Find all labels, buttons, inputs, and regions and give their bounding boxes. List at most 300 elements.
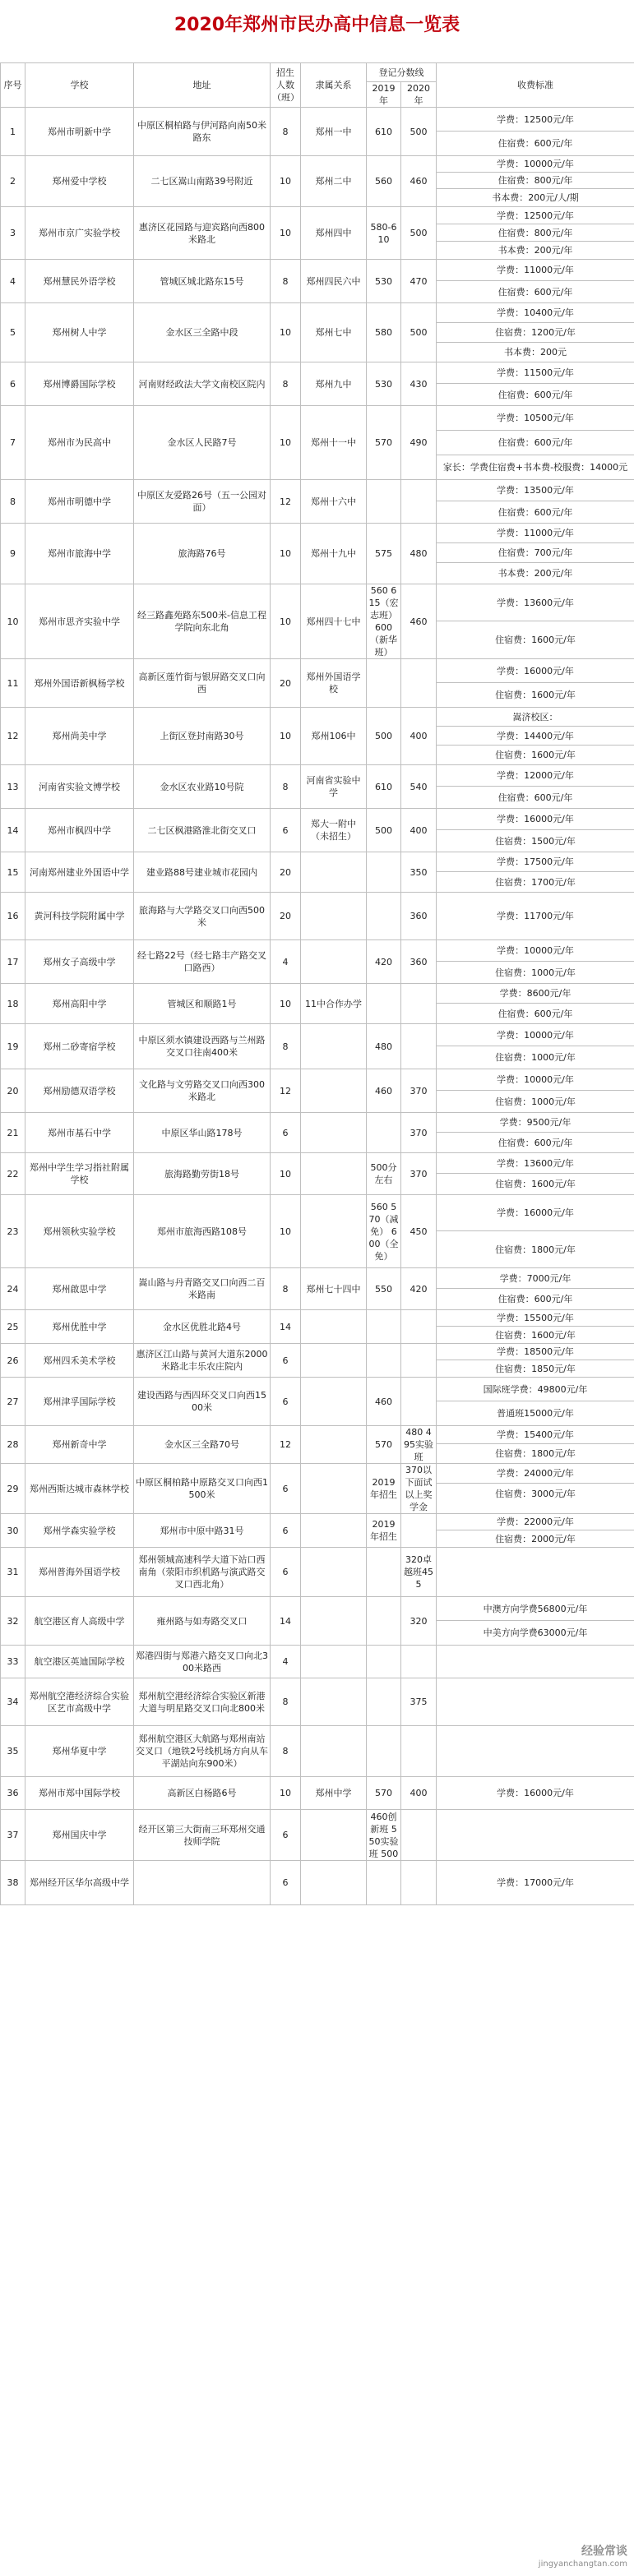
fee-line: 住宿费：600元/年 [497, 389, 573, 400]
cell-address [134, 1861, 271, 1905]
cell-school: 航空港区英迪国际学校 [25, 1646, 134, 1678]
fee-line: 住宿费：600元/年 [497, 1137, 573, 1148]
cell-seq: 34 [1, 1678, 25, 1726]
cell-affiliation [301, 1810, 367, 1861]
fee-line: 住宿费：800元/年 [437, 224, 634, 242]
header-2020: 2020年 [401, 82, 437, 108]
table-row [1, 984, 634, 1024]
cell-seq: 11 [1, 659, 25, 708]
cell-address: 上街区登封南路30号 [134, 708, 271, 765]
cell-fee [437, 362, 634, 406]
table-row [1, 1810, 634, 1861]
fee-line: 学费：11000元/年 [437, 260, 634, 281]
fee-line: 学费：16000元/年 [437, 1195, 634, 1231]
table-row [1, 940, 634, 984]
cell-seq: 28 [1, 1426, 25, 1464]
cell-score-2020 [401, 1514, 437, 1548]
cell-fee [437, 1548, 634, 1597]
cell-seq: 25 [1, 1310, 25, 1344]
fee-line: 学费：10000元/年 [437, 156, 634, 173]
cell-score-2020: 320 [401, 1597, 437, 1646]
cell-affiliation [301, 1726, 367, 1777]
fee-line: 学费：16000元/年 [497, 1788, 574, 1798]
cell-affiliation: 郑州十一中 [301, 406, 367, 480]
table-row [1, 1777, 634, 1810]
fee-line: 住宿费：600元/年 [497, 506, 573, 518]
cell-address: 经七路22号（经七路丰产路交叉口路西） [134, 940, 271, 984]
cell-fee [437, 1726, 634, 1777]
fee-line: 住宿费：1800元/年 [495, 1447, 576, 1459]
cell-seq: 20 [1, 1069, 25, 1113]
fee-line: 学费：11500元/年 [437, 362, 634, 384]
table-row [1, 207, 634, 260]
fee-line: 学费：13500元/年 [437, 480, 634, 501]
table-row [1, 1195, 634, 1268]
fee-line: 书本费：200元/年 [497, 568, 573, 579]
cell-quota: 8 [271, 1024, 301, 1069]
cell-score-2020: 400 [401, 809, 437, 852]
fee-line: 国际班学费：49800元/年 [437, 1378, 634, 1401]
fee-line: 学费：10000元/年 [437, 940, 634, 962]
cell-score-2019: 460 [367, 1378, 401, 1426]
cell-affiliation [301, 1113, 367, 1153]
cell-score-2020: 360 [401, 893, 437, 940]
cell-seq: 10 [1, 584, 25, 659]
cell-score-2020: 490 [401, 406, 437, 480]
cell-quota: 8 [271, 1268, 301, 1310]
cell-score-2019: 530 [367, 260, 401, 303]
header-school: 学校 [25, 63, 134, 108]
school-info-table [0, 62, 634, 1905]
table-row [1, 1464, 634, 1514]
cell-school: 郑州高阳中学 [25, 984, 134, 1024]
cell-score-2019 [367, 659, 401, 708]
cell-seq: 17 [1, 940, 25, 984]
header-fee: 收费标准 [437, 63, 634, 108]
cell-score-2020 [401, 1726, 437, 1777]
cell-affiliation [301, 1678, 367, 1726]
table-row [1, 852, 634, 893]
fee-line: 学费：22000元/年 [437, 1514, 634, 1530]
table-row [1, 406, 634, 480]
cell-quota: 6 [271, 1344, 301, 1378]
cell-address: 郑州航空港经济综合实验区新港大道与明星路交叉口向北800米 [134, 1678, 271, 1726]
table-row [1, 659, 634, 708]
cell-school: 航空港区育人高级中学 [25, 1597, 134, 1646]
header-2019: 2019年 [367, 82, 401, 108]
header-address: 地址 [134, 63, 271, 108]
watermark [539, 2545, 627, 2571]
cell-affiliation: 郑州七十四中 [301, 1268, 367, 1310]
cell-score-2019 [367, 1861, 401, 1905]
cell-score-2019: 610 [367, 765, 401, 809]
cell-affiliation [301, 1514, 367, 1548]
cell-address: 郑港四街与郑港六路交叉口向北300米路西 [134, 1646, 271, 1678]
cell-score-2020: 370 [401, 1069, 437, 1113]
table-row [1, 1597, 634, 1646]
cell-quota: 8 [271, 108, 301, 156]
cell-quota: 6 [271, 1378, 301, 1426]
cell-address: 管城区城北路东15号 [134, 260, 271, 303]
cell-address: 二七区嵩山南路39号附近 [134, 156, 271, 207]
cell-score-2020: 370 [401, 1113, 437, 1153]
cell-address: 中原区桐柏路中原路交叉口向西1500米 [134, 1464, 271, 1514]
cell-score-2020 [401, 984, 437, 1024]
cell-fee [437, 260, 634, 303]
header-scores: 登记分数线 [367, 63, 437, 82]
cell-school: 郑州树人中学 [25, 303, 134, 362]
cell-address: 金水区三全路中段 [134, 303, 271, 362]
fee-line: 嵩济校区： [437, 708, 634, 727]
cell-seq: 22 [1, 1153, 25, 1195]
cell-school: 郑州市郑中国际学校 [25, 1777, 134, 1810]
cell-score-2020 [401, 1861, 437, 1905]
cell-score-2019: 570 [367, 406, 401, 480]
cell-affiliation [301, 1861, 367, 1905]
cell-fee [437, 1646, 634, 1678]
cell-school: 郑州二砂寄宿学校 [25, 1024, 134, 1069]
cell-score-2019: 500分左右 [367, 1153, 401, 1195]
cell-seq: 6 [1, 362, 25, 406]
cell-school: 郑州尚美中学 [25, 708, 134, 765]
cell-score-2019 [367, 893, 401, 940]
cell-score-2020 [401, 480, 437, 524]
table-row [1, 1514, 634, 1548]
fee-line: 住宿费：600元/年 [497, 1008, 573, 1019]
cell-affiliation [301, 852, 367, 893]
cell-score-2019 [367, 1548, 401, 1597]
cell-score-2020 [401, 1810, 437, 1861]
cell-seq: 4 [1, 260, 25, 303]
cell-affiliation: 郑州九中 [301, 362, 367, 406]
cell-quota: 10 [271, 303, 301, 362]
cell-score-2020: 460 [401, 156, 437, 207]
cell-score-2019: 580-610 [367, 207, 401, 260]
cell-fee [437, 108, 634, 156]
fee-line: 学费：10000元/年 [437, 1024, 634, 1046]
cell-affiliation [301, 1548, 367, 1597]
cell-score-2019: 460 [367, 1069, 401, 1113]
table-body [1, 108, 634, 1905]
table-row [1, 809, 634, 852]
cell-affiliation [301, 893, 367, 940]
cell-school: 郑州经开区华尔高级中学 [25, 1861, 134, 1905]
cell-affiliation: 郑州一中 [301, 108, 367, 156]
cell-quota: 14 [271, 1310, 301, 1344]
fee-line: 学费：10500元/年 [437, 406, 634, 431]
cell-quota: 10 [271, 207, 301, 260]
cell-score-2020 [401, 1310, 437, 1344]
cell-seq: 3 [1, 207, 25, 260]
cell-seq: 21 [1, 1113, 25, 1153]
cell-score-2020 [401, 1646, 437, 1678]
cell-seq: 36 [1, 1777, 25, 1810]
cell-address: 高新区白杨路6号 [134, 1777, 271, 1810]
cell-quota: 12 [271, 480, 301, 524]
cell-fee [437, 1024, 634, 1069]
fee-line: 学费：17500元/年 [437, 852, 634, 872]
cell-address: 郑州市旅海西路108号 [134, 1195, 271, 1268]
cell-address: 雍州路与如寿路交叉口 [134, 1597, 271, 1646]
cell-address: 管城区和顺路1号 [134, 984, 271, 1024]
table-row [1, 1726, 634, 1777]
cell-address: 二七区枫港路淮北街交叉口 [134, 809, 271, 852]
header-affiliation: 隶属关系 [301, 63, 367, 108]
fee-line: 书本费：200元/年 [497, 245, 573, 256]
fee-line: 学费：16000元/年 [437, 809, 634, 830]
cell-score-2019: 570 [367, 1777, 401, 1810]
cell-score-2020: 360 [401, 940, 437, 984]
cell-seq: 12 [1, 708, 25, 765]
cell-quota: 12 [271, 1426, 301, 1464]
cell-score-2019 [367, 1310, 401, 1344]
cell-affiliation: 河南省实验中学 [301, 765, 367, 809]
cell-seq: 15 [1, 852, 25, 893]
cell-score-2020: 370 [401, 1153, 437, 1195]
cell-score-2019: 480 [367, 1024, 401, 1069]
cell-affiliation: 郑州十六中 [301, 480, 367, 524]
fee-line: 学费：15400元/年 [437, 1426, 634, 1444]
cell-school: 郑州励德双语学校 [25, 1069, 134, 1113]
fee-line: 学费：12500元/年 [437, 207, 634, 224]
cell-school: 郑州西斯达城市森林学校 [25, 1464, 134, 1514]
cell-score-2020: 480 495实验班 [401, 1426, 437, 1464]
cell-seq: 1 [1, 108, 25, 156]
cell-score-2019: 575 [367, 524, 401, 584]
cell-fee [437, 1678, 634, 1726]
cell-seq: 35 [1, 1726, 25, 1777]
cell-school: 郑州市京广实验学校 [25, 207, 134, 260]
cell-address: 经开区第三大街南三环郑州交通技师学院 [134, 1810, 271, 1861]
cell-seq: 37 [1, 1810, 25, 1861]
cell-address: 嵩山路与丹青路交叉口向西二百米路南 [134, 1268, 271, 1310]
fee-line: 中澳方向学费56800元/年 [437, 1597, 634, 1621]
cell-fee [437, 1195, 634, 1268]
cell-affiliation: 郑州十九中 [301, 524, 367, 584]
cell-school: 郑州国庆中学 [25, 1810, 134, 1861]
fee-line: 家长：学费住宿费+书本费-校服费：14000元 [442, 462, 628, 473]
cell-fee [437, 1378, 634, 1426]
cell-affiliation: 郑大一附中（未招生） [301, 809, 367, 852]
cell-fee [437, 1514, 634, 1548]
cell-seq: 19 [1, 1024, 25, 1069]
cell-score-2019 [367, 984, 401, 1024]
cell-fee [437, 893, 634, 940]
cell-seq: 2 [1, 156, 25, 207]
table-row [1, 1548, 634, 1597]
cell-quota: 12 [271, 1069, 301, 1113]
cell-quota: 4 [271, 1646, 301, 1678]
cell-seq: 24 [1, 1268, 25, 1310]
fee-line: 学费：9500元/年 [437, 1113, 634, 1133]
cell-quota: 10 [271, 1195, 301, 1268]
fee-line: 住宿费：600元/年 [497, 1294, 573, 1304]
cell-fee [437, 809, 634, 852]
cell-quota: 10 [271, 156, 301, 207]
table-row [1, 1310, 634, 1344]
cell-affiliation [301, 1195, 367, 1268]
fee-line: 住宿费：1000元/年 [495, 967, 576, 978]
fee-line: 住宿费：1000元/年 [495, 1052, 576, 1063]
cell-affiliation [301, 1646, 367, 1678]
cell-school: 郑州华夏中学 [25, 1726, 134, 1777]
cell-address: 旅海路与大学路交叉口向西500米 [134, 893, 271, 940]
cell-score-2020: 500 [401, 108, 437, 156]
cell-score-2019 [367, 1344, 401, 1378]
fee-line: 住宿费：1600元/年 [495, 690, 576, 700]
cell-school: 郑州领秋实验学校 [25, 1195, 134, 1268]
cell-score-2020: 480 [401, 524, 437, 584]
cell-address: 郑州航空港区大航路与郑州南站交叉口（地铁2号线机场方向从车平湖站向东900米） [134, 1726, 271, 1777]
cell-quota: 8 [271, 765, 301, 809]
fee-line: 学费：11000元/年 [437, 524, 634, 543]
fee-line: 住宿费：1800元/年 [495, 1244, 576, 1255]
fee-line: 住宿费：1600元/年 [495, 1329, 576, 1341]
cell-quota: 8 [271, 260, 301, 303]
fee-line: 住宿费：600元/年 [497, 286, 573, 298]
table-row [1, 303, 634, 362]
cell-quota: 10 [271, 984, 301, 1024]
cell-school: 河南郑州建业外国语中学 [25, 852, 134, 893]
cell-seq: 26 [1, 1344, 25, 1378]
cell-fee [437, 984, 634, 1024]
cell-school: 郑州优胜中学 [25, 1310, 134, 1344]
fee-line: 书本费：200元 [504, 347, 567, 358]
cell-score-2020: 540 [401, 765, 437, 809]
cell-school: 郑州中学生学习指社附属学校 [25, 1153, 134, 1195]
cell-school: 郑州市为民高中 [25, 406, 134, 480]
cell-score-2020 [401, 659, 437, 708]
cell-address: 郑州市中原中路31号 [134, 1514, 271, 1548]
cell-school: 郑州市思齐实验中学 [25, 584, 134, 659]
fee-line: 书本费：200元/人/期 [492, 192, 579, 203]
cell-score-2020 [401, 1024, 437, 1069]
cell-score-2019: 560 [367, 156, 401, 207]
cell-seq: 23 [1, 1195, 25, 1268]
fee-line: 住宿费：600元/年 [497, 792, 573, 803]
cell-school: 郑州市旅海中学 [25, 524, 134, 584]
cell-fee [437, 1597, 634, 1646]
cell-score-2019: 580 [367, 303, 401, 362]
cell-affiliation [301, 1378, 367, 1426]
cell-address: 中原区友爱路26号（五一公园对面） [134, 480, 271, 524]
table-row [1, 480, 634, 524]
cell-seq: 38 [1, 1861, 25, 1905]
cell-address: 惠济区江山路与黄河大道东2000米路北丰乐农庄院内 [134, 1344, 271, 1378]
fee-line: 学费：11700元/年 [497, 911, 574, 921]
cell-address: 旅海路76号 [134, 524, 271, 584]
cell-fee [437, 765, 634, 809]
cell-quota: 6 [271, 1548, 301, 1597]
cell-quota: 10 [271, 1153, 301, 1195]
cell-quota: 10 [271, 1777, 301, 1810]
cell-score-2019: 570 [367, 1426, 401, 1464]
cell-fee [437, 207, 634, 260]
cell-address: 经三路鑫苑路东500米-信息工程学院向东北角 [134, 584, 271, 659]
cell-address: 建设西路与西四环交叉口向西1500米 [134, 1378, 271, 1426]
cell-affiliation [301, 1344, 367, 1378]
cell-quota: 4 [271, 940, 301, 984]
fee-line: 学费：24000元/年 [437, 1464, 634, 1484]
cell-fee [437, 1810, 634, 1861]
cell-quota: 6 [271, 809, 301, 852]
cell-fee [437, 1464, 634, 1514]
cell-fee [437, 1069, 634, 1113]
cell-affiliation [301, 1426, 367, 1464]
cell-score-2019 [367, 480, 401, 524]
table-row [1, 1344, 634, 1378]
cell-fee [437, 1153, 634, 1195]
fee-line: 住宿费：600元/年 [497, 138, 573, 149]
table-row [1, 362, 634, 406]
fee-line: 住宿费：1200元/年 [437, 323, 634, 343]
cell-fee [437, 1777, 634, 1810]
fee-line: 普通班15000元/年 [497, 1408, 574, 1419]
cell-seq: 31 [1, 1548, 25, 1597]
cell-fee [437, 940, 634, 984]
cell-school: 郑州市枫四中学 [25, 809, 134, 852]
cell-quota: 6 [271, 1514, 301, 1548]
cell-score-2019 [367, 852, 401, 893]
cell-seq: 32 [1, 1597, 25, 1646]
cell-score-2020: 500 [401, 207, 437, 260]
cell-seq: 29 [1, 1464, 25, 1514]
cell-score-2020 [401, 1344, 437, 1378]
cell-fee [437, 524, 634, 584]
cell-score-2020: 500 [401, 303, 437, 362]
table-row [1, 1153, 634, 1195]
cell-school: 郑州航空港经济综合实验区艺市高级中学 [25, 1678, 134, 1726]
table-row [1, 1024, 634, 1069]
cell-seq: 27 [1, 1378, 25, 1426]
fee-line: 住宿费：600元/年 [437, 431, 634, 455]
fee-line: 住宿费：1500元/年 [495, 835, 576, 847]
cell-score-2019 [367, 1597, 401, 1646]
cell-address: 河南财经政法大学文南校区院内 [134, 362, 271, 406]
cell-school: 郑州四禾美术学校 [25, 1344, 134, 1378]
cell-fee [437, 480, 634, 524]
cell-quota: 10 [271, 524, 301, 584]
cell-fee [437, 852, 634, 893]
cell-quota: 20 [271, 659, 301, 708]
cell-address: 中原区华山路178号 [134, 1113, 271, 1153]
cell-school: 河南省实验文博学校 [25, 765, 134, 809]
cell-score-2019 [367, 1646, 401, 1678]
cell-seq: 14 [1, 809, 25, 852]
cell-score-2020: 450 [401, 1195, 437, 1268]
cell-fee [437, 1344, 634, 1378]
cell-fee [437, 1268, 634, 1310]
cell-score-2020: 320卓越班455 [401, 1548, 437, 1597]
table-row [1, 1646, 634, 1678]
cell-fee [437, 1426, 634, 1464]
cell-fee [437, 1310, 634, 1344]
watermark-sub: jingyanchangtan.com [538, 2560, 627, 2569]
header-quota: 招生人数（班） [271, 63, 301, 108]
cell-affiliation [301, 1597, 367, 1646]
cell-affiliation [301, 1153, 367, 1195]
cell-fee [437, 1861, 634, 1905]
cell-score-2019: 500 [367, 809, 401, 852]
cell-affiliation: 郑州外国语学校 [301, 659, 367, 708]
cell-score-2019 [367, 1726, 401, 1777]
table-row [1, 1426, 634, 1464]
table-row [1, 260, 634, 303]
cell-school: 郑州外国语新枫杨学校 [25, 659, 134, 708]
cell-affiliation: 郑州四民六中 [301, 260, 367, 303]
fee-line: 学费：18500元/年 [437, 1344, 634, 1360]
table-row [1, 584, 634, 659]
